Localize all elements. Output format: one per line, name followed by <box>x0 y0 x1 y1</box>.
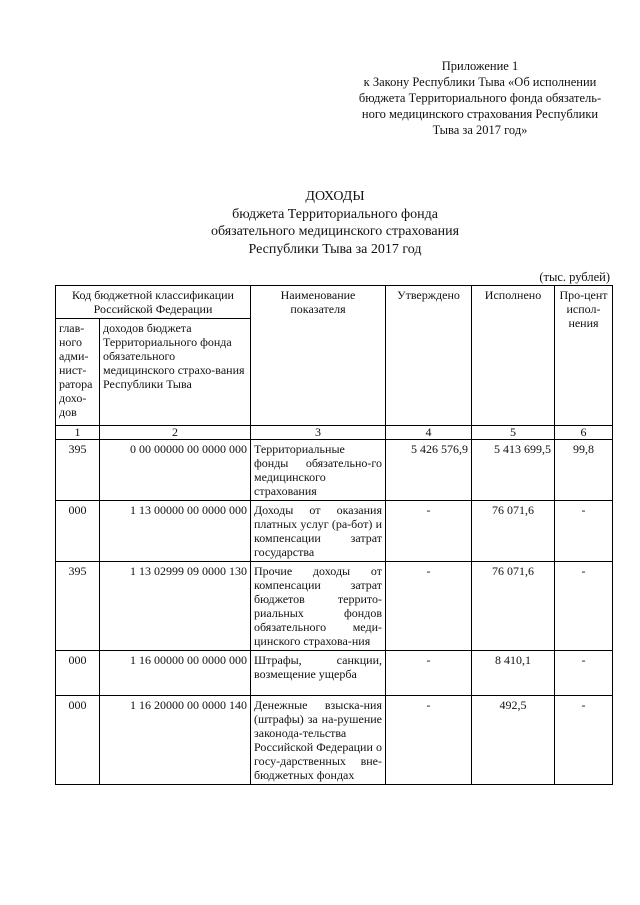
income-code-cell: 1 16 00000 00 0000 000 <box>100 651 251 696</box>
units-label: (тыс. рублей) <box>539 270 610 284</box>
column-number: 6 <box>555 426 613 440</box>
name-cell: Территориальные фонды обязательно-го медицинского страхования <box>251 440 386 501</box>
table-row <box>56 440 613 501</box>
admin-code-cell: 395 <box>56 562 100 651</box>
income-code-cell: 1 13 02999 09 0000 130 <box>100 562 251 651</box>
title-line: ДОХОДЫ <box>305 189 365 204</box>
executed-cell: 76 071,6 <box>472 501 555 562</box>
appendix-line: бюджета Территориального фонда обязатель- <box>358 91 602 105</box>
admin-code-cell: 395 <box>56 440 100 501</box>
percent-cell: - <box>555 696 613 785</box>
executed-cell: 492,5 <box>472 696 555 785</box>
approved-cell: 5 426 576,9 <box>386 440 472 501</box>
appendix-line: к Закону Республики Тыва «Об исполнении <box>363 75 597 89</box>
admin-code-cell: 000 <box>56 501 100 562</box>
admin-code-cell: 000 <box>56 651 100 696</box>
header-executed: Исполнено <box>472 286 555 426</box>
column-number: 5 <box>472 426 555 440</box>
approved-cell: - <box>386 696 472 785</box>
appendix-line: ного медицинского страхования Республики <box>361 107 599 121</box>
header-percent: Про-цент испол-нения <box>555 286 613 426</box>
executed-cell: 76 071,6 <box>472 562 555 651</box>
percent-cell: - <box>555 562 613 651</box>
title-line: обязательного медицинского страхования <box>210 224 460 239</box>
name-cell: Штрафы, санкции, возмещение ущерба <box>251 651 386 696</box>
income-code-cell: 1 16 20000 00 0000 140 <box>100 696 251 785</box>
approved-cell: - <box>386 501 472 562</box>
approved-cell: - <box>386 562 472 651</box>
percent-cell: 99,8 <box>555 440 613 501</box>
title-line: Республики Тыва за 2017 год <box>248 241 422 257</box>
executed-cell: 5 413 699,5 <box>472 440 555 501</box>
header-admin: глав-ного адми-нист-ратора дохо-дов <box>56 319 100 426</box>
percent-cell: - <box>555 651 613 696</box>
executed-cell: 8 410,1 <box>472 651 555 696</box>
income-code-cell: 1 13 00000 00 0000 000 <box>100 501 251 562</box>
appendix-block <box>345 58 615 138</box>
column-number: 3 <box>251 426 386 440</box>
table-row <box>56 696 613 785</box>
name-cell: Прочие доходы от компенсации затрат бюджетов террито-риальных фондов обязательного меди-цинского страхова-ния <box>251 562 386 651</box>
approved-cell: - <box>386 651 472 696</box>
name-cell: Денежные взыска-ния (штрафы) за на-рушение законода-тельства Российской Федерации о госу-дарственных вне-бюджетных фондах <box>251 696 386 785</box>
table-row <box>56 501 613 562</box>
title-line: бюджета Территориального фонда <box>232 206 438 222</box>
income-code-cell: 0 00 00000 00 0000 000 <box>100 440 251 501</box>
income-table <box>55 285 613 785</box>
admin-code-cell: 000 <box>56 696 100 785</box>
header-income-code: доходов бюджета Территориального фонда обязательного медицинского страхо-вания Республики Тыва <box>100 319 251 426</box>
name-cell: Доходы от оказания платных услуг (ра-бот) и компенсации затрат государства <box>251 501 386 562</box>
table-row <box>56 562 613 651</box>
document-title <box>150 188 520 258</box>
column-number: 2 <box>100 426 251 440</box>
column-number: 4 <box>386 426 472 440</box>
column-number: 1 <box>56 426 100 440</box>
header-name: Наименование показателя <box>251 286 386 426</box>
appendix-line: Приложение 1 <box>441 59 519 73</box>
percent-cell: - <box>555 501 613 562</box>
header-approved: Утверждено <box>386 286 472 426</box>
header-code-group: Код бюджетной классификации Российской Федерации <box>56 286 251 319</box>
appendix-line: Тыва за 2017 год» <box>432 123 528 137</box>
table-row <box>56 651 613 696</box>
